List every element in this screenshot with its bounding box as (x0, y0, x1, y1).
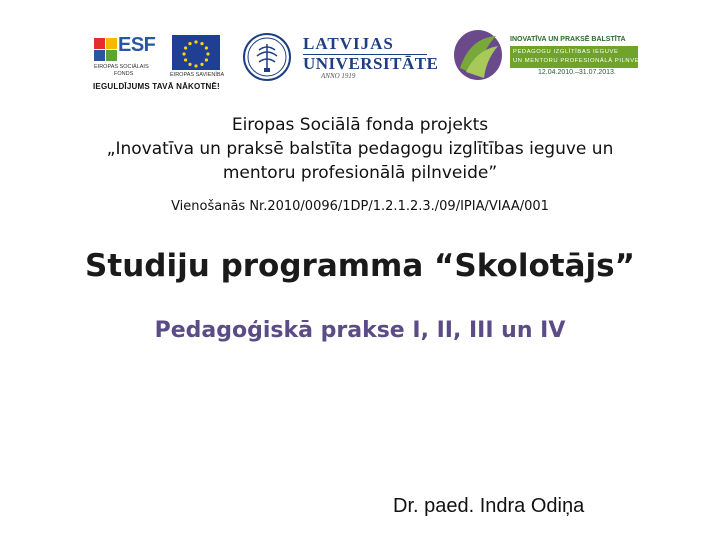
program-title: Studiju programma “Skolotājs” (85, 248, 635, 284)
project-line1: Eiropas Sociālā fonda projekts (231, 115, 489, 135)
esf-red-square (94, 38, 105, 49)
practice-subtitle: Pedagoģiskā prakse I, II, III un IV (154, 318, 566, 343)
project-logo (450, 28, 651, 83)
university-logo (237, 32, 439, 82)
project-logo-line2: PEDAGOGU IZGLĪTĪBAS IEGUVE (513, 49, 619, 55)
university-name-line1: LATVIJAS (303, 34, 394, 53)
project-logo-line3: UN MENTORU PROFESIONĀLĀ PILNVEIDE (513, 58, 651, 64)
project-logo-line1: INOVATĪVA UN PRAKSĒ BALSTĪTA (510, 36, 626, 43)
esf-green-square (106, 50, 117, 61)
esf-motto: IEGULDĪJUMS TAVĀ NĀKOTNĒ! (93, 82, 220, 91)
university-founded: ANNO 1919 (321, 72, 356, 80)
project-line2: „Inovatīva un praksē balstīta pedagogu izglītības ieguve un (106, 139, 614, 159)
esf-subtext-1: EIROPAS SOCIĀLAIS (94, 64, 149, 70)
eu-caption: EIROPAS SAVIENĪBA (170, 72, 225, 78)
eu-flag-icon (172, 35, 220, 70)
project-heading (0, 113, 720, 185)
author-name: Dr. paed. Indra Odiņa (393, 495, 585, 517)
esf-subtext-2: FONDS (114, 71, 134, 77)
esf-abbr: ESF (118, 34, 156, 56)
esf-blue-square (94, 50, 105, 61)
esf-yellow-square (106, 38, 117, 49)
project-logo-dates: 12.04.2010.–31.07.2013. (538, 69, 616, 76)
university-name-line2: UNIVERSITĀTE (303, 54, 439, 73)
project-line3: mentoru profesionālā pilnveide” (222, 163, 498, 183)
agreement-number: Vienošanās Nr.2010/0096/1DP/1.2.1.2.3./09/IPIA/VIAA/001 (171, 199, 549, 214)
project-emblem-icon (450, 28, 508, 83)
university-emblem-icon (237, 32, 297, 82)
